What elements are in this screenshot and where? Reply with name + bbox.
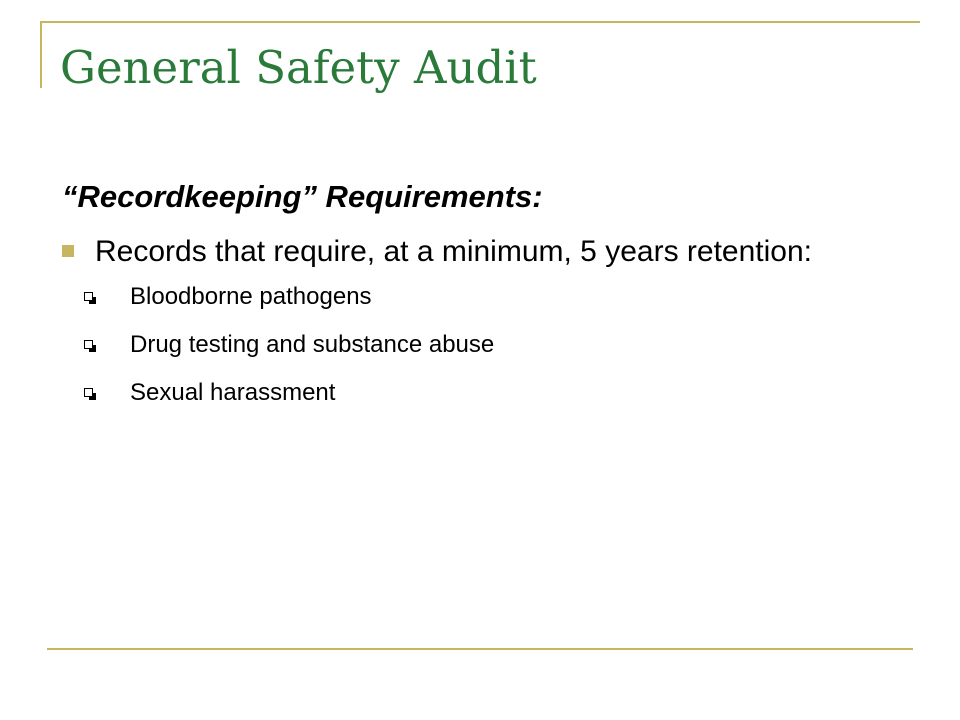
left-rule bbox=[40, 21, 42, 88]
sub-bullet-item bbox=[62, 282, 902, 312]
bullet-item bbox=[62, 232, 902, 272]
bullet-text: Records that require, at a minimum, 5 years retention: bbox=[95, 235, 812, 268]
sub-bullet-item bbox=[62, 378, 902, 408]
sub-bullet-item bbox=[62, 330, 902, 360]
bottom-rule bbox=[47, 648, 913, 650]
sub-bullet-text: Sexual harassment bbox=[130, 379, 336, 406]
square-bullet-icon bbox=[62, 245, 74, 257]
sub-bullet-list bbox=[62, 282, 902, 408]
checkbox-bullet-icon bbox=[84, 388, 93, 397]
slide-content bbox=[62, 175, 902, 426]
section-subheading: “Recordkeeping” Requirements: bbox=[62, 179, 543, 214]
sub-bullet-text: Bloodborne pathogens bbox=[130, 283, 372, 310]
top-rule bbox=[40, 21, 920, 23]
checkbox-bullet-icon bbox=[84, 340, 93, 349]
slide-title: General Safety Audit bbox=[60, 41, 537, 94]
sub-bullet-text: Drug testing and substance abuse bbox=[130, 331, 495, 358]
checkbox-bullet-icon bbox=[84, 292, 93, 301]
